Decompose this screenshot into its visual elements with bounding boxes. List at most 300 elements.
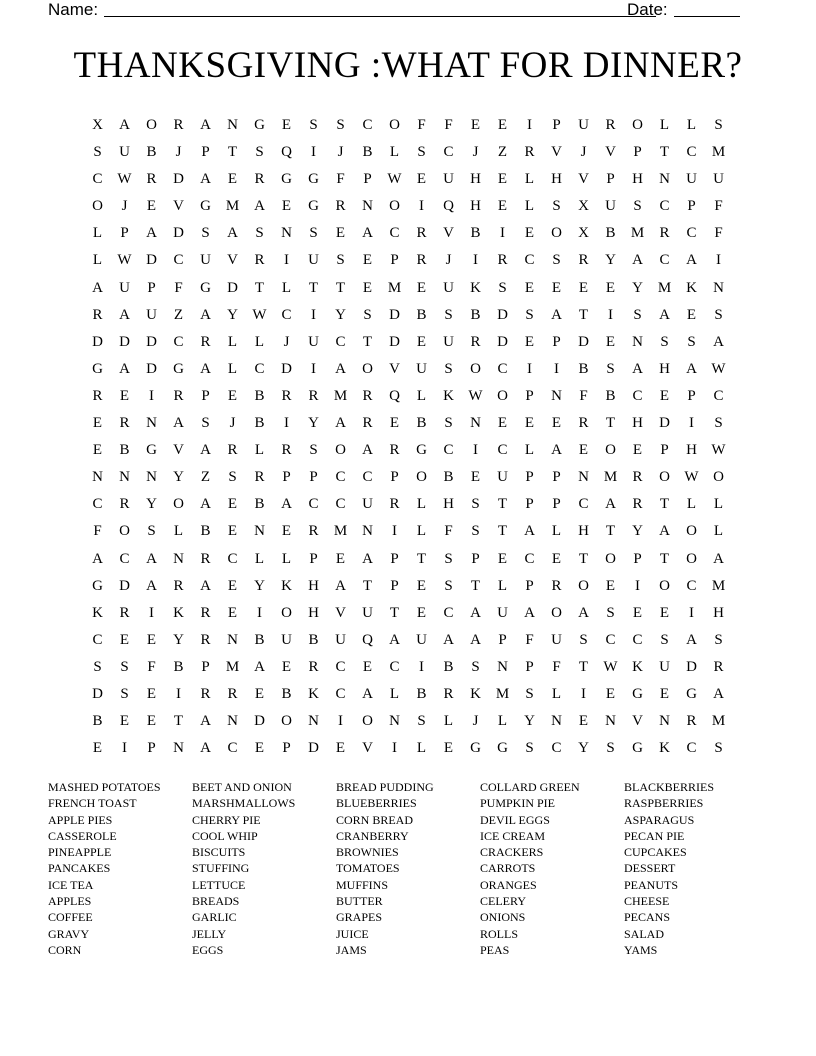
grid-letter: C: [686, 740, 697, 757]
grid-letter: E: [605, 577, 616, 594]
grid-letter: I: [122, 740, 127, 757]
grid-letter: L: [443, 713, 454, 730]
grid-letter: N: [362, 198, 373, 215]
grid-letter: N: [551, 713, 562, 730]
word-bank-column: [336, 779, 480, 958]
grid-letter: D: [173, 171, 184, 188]
grid-letter: T: [254, 279, 265, 296]
grid-letter: O: [605, 550, 616, 567]
grid-letter: D: [389, 306, 400, 323]
grid-letter: C: [389, 225, 400, 242]
grid-letter: N: [605, 713, 616, 730]
word-bank-item: DESSERT: [624, 861, 676, 876]
grid-letter: H: [308, 604, 319, 621]
grid-letter: T: [497, 523, 508, 540]
word-bank-item: YAMS: [624, 942, 658, 957]
grid-letter: L: [524, 171, 535, 188]
grid-letter: H: [551, 171, 562, 188]
grid-letter: E: [92, 740, 103, 757]
grid-letter: Z: [200, 469, 211, 486]
grid-letter: H: [470, 171, 481, 188]
grid-letter: A: [200, 713, 211, 730]
grid-letter: S: [552, 252, 561, 269]
grid-letter: A: [200, 442, 211, 459]
grid-letter: G: [686, 685, 697, 702]
word-bank-item: PANCAKES: [48, 861, 111, 876]
grid-letter: K: [470, 685, 481, 702]
grid-row: [84, 302, 732, 329]
grid-letter: P: [471, 550, 480, 567]
grid-letter: F: [444, 523, 453, 540]
grid-letter: W: [117, 171, 132, 188]
grid-letter: C: [578, 496, 589, 513]
grid-letter: P: [390, 469, 399, 486]
word-bank-item: CRACKERS: [480, 845, 544, 860]
grid-letter: R: [281, 442, 292, 459]
grid-letter: Z: [497, 144, 508, 161]
grid-letter: D: [92, 333, 103, 350]
grid-letter: I: [176, 685, 181, 702]
grid-letter: R: [632, 469, 643, 486]
grid-letter: O: [605, 442, 616, 459]
grid-letter: E: [578, 442, 589, 459]
word-bank-item: APPLES: [48, 894, 92, 909]
grid-letter: P: [525, 577, 534, 594]
grid-letter: L: [497, 577, 508, 594]
grid-letter: A: [119, 306, 130, 323]
grid-letter: T: [659, 550, 670, 567]
grid-letter: A: [551, 442, 562, 459]
word-bank-item: CHEESE: [624, 894, 670, 909]
grid-letter: M: [495, 685, 510, 702]
grid-letter: N: [497, 658, 508, 675]
grid-letter: R: [146, 171, 157, 188]
grid-letter: B: [254, 415, 265, 432]
grid-letter: S: [255, 144, 264, 161]
word-bank-item: PEANUTS: [624, 877, 679, 892]
grid-letter: S: [660, 631, 669, 648]
grid-letter: B: [254, 631, 265, 648]
grid-letter: S: [363, 306, 372, 323]
grid-letter: E: [632, 442, 643, 459]
grid-letter: E: [416, 279, 427, 296]
grid-letter: P: [552, 496, 561, 513]
grid-letter: C: [92, 171, 103, 188]
grid-letter: N: [146, 469, 157, 486]
grid-letter: A: [713, 685, 724, 702]
grid-letter: L: [416, 740, 427, 757]
grid-letter: M: [387, 279, 402, 296]
grid-row: [84, 708, 732, 735]
grid-row: [84, 356, 732, 383]
grid-letter: V: [335, 604, 346, 621]
grid-letter: P: [687, 198, 696, 215]
grid-letter: W: [711, 442, 726, 459]
grid-letter: J: [472, 144, 479, 161]
grid-letter: C: [92, 496, 103, 513]
grid-letter: P: [309, 469, 318, 486]
grid-letter: L: [551, 685, 562, 702]
grid-letter: E: [281, 658, 292, 675]
grid-letter: Y: [173, 469, 184, 486]
word-bank-item: CARROTS: [480, 861, 536, 876]
word-bank-item: EGGS: [192, 942, 224, 957]
grid-letter: I: [635, 577, 640, 594]
grid-letter: R: [200, 333, 211, 350]
grid-letter: N: [227, 117, 238, 133]
grid-letter: W: [117, 252, 132, 269]
grid-letter: E: [335, 225, 346, 242]
grid-letter: S: [660, 333, 669, 350]
grid-letter: K: [659, 740, 670, 757]
grid-letter: L: [227, 333, 238, 350]
word-bank-item: ICE CREAM: [480, 828, 546, 843]
grid-letter: S: [255, 225, 264, 242]
word-bank-item: BROWNIES: [336, 845, 399, 860]
grid-letter: R: [119, 496, 130, 513]
grid-letter: E: [335, 740, 346, 757]
grid-letter: A: [470, 631, 481, 648]
grid-letter: Q: [443, 198, 454, 215]
grid-letter: C: [524, 252, 535, 269]
word-bank-item: MUFFINS: [336, 877, 389, 892]
grid-letter: C: [524, 550, 535, 567]
grid-letter: R: [200, 685, 211, 702]
word-bank-item: COFFEE: [48, 910, 93, 925]
grid-letter: S: [336, 117, 345, 133]
grid-letter: G: [254, 117, 265, 133]
grid-letter: S: [93, 144, 102, 161]
grid-letter: H: [632, 171, 643, 188]
grid-letter: V: [362, 740, 373, 757]
grid-letter: R: [443, 685, 454, 702]
grid-letter: P: [525, 496, 534, 513]
grid-letter: R: [92, 387, 103, 404]
grid-row: [84, 329, 732, 356]
grid-letter: E: [335, 550, 346, 567]
grid-letter: C: [254, 360, 265, 377]
grid-letter: H: [578, 523, 589, 540]
grid-letter: B: [416, 306, 427, 323]
word-bank-item: ORANGES: [480, 877, 537, 892]
word-bank-item: BREADS: [192, 894, 240, 909]
grid-letter: S: [444, 550, 453, 567]
grid-letter: E: [281, 117, 292, 133]
grid-letter: N: [173, 550, 184, 567]
grid-letter: P: [552, 117, 561, 133]
grid-letter: C: [686, 225, 697, 242]
grid-letter: R: [308, 523, 319, 540]
grid-row: [84, 437, 732, 464]
grid-letter: K: [308, 685, 319, 702]
grid-letter: Y: [254, 577, 265, 594]
grid-letter: O: [389, 198, 400, 215]
grid-letter: C: [335, 685, 346, 702]
grid-letter: O: [146, 117, 157, 133]
grid-letter: S: [525, 306, 534, 323]
grid-letter: O: [335, 442, 346, 459]
grid-letter: O: [578, 577, 589, 594]
grid-letter: V: [443, 225, 454, 242]
grid-letter: H: [713, 604, 724, 621]
grid-letter: A: [335, 415, 346, 432]
grid-letter: A: [659, 306, 670, 323]
grid-letter: R: [254, 252, 265, 269]
grid-letter: S: [579, 631, 588, 648]
grid-letter: H: [308, 577, 319, 594]
grid-letter: P: [498, 631, 507, 648]
grid-letter: P: [525, 469, 534, 486]
grid-letter: C: [335, 658, 346, 675]
grid-letter: A: [146, 225, 157, 242]
grid-letter: F: [579, 387, 588, 404]
grid-letter: O: [173, 496, 184, 513]
grid-letter: R: [578, 252, 589, 269]
grid-letter: H: [632, 415, 643, 432]
grid-letter: G: [281, 171, 292, 188]
grid-letter: P: [525, 658, 534, 675]
grid-letter: E: [470, 117, 481, 133]
grid-letter: Y: [632, 523, 643, 540]
grid-letter: E: [362, 658, 373, 675]
grid-letter: I: [392, 740, 397, 757]
grid-letter: A: [146, 577, 157, 594]
grid-letter: E: [416, 577, 427, 594]
grid-letter: R: [119, 604, 130, 621]
grid-letter: S: [471, 658, 480, 675]
grid-letter: E: [686, 306, 697, 323]
grid-letter: D: [146, 360, 157, 377]
grid-letter: S: [525, 685, 534, 702]
grid-letter: O: [686, 523, 697, 540]
word-bank-item: BLUEBERRIES: [336, 796, 417, 811]
grid-letter: R: [389, 496, 400, 513]
grid-letter: E: [443, 740, 454, 757]
grid-letter: L: [416, 387, 427, 404]
grid-letter: N: [389, 713, 400, 730]
word-bank-item: CORN BREAD: [336, 812, 414, 827]
grid-letter: H: [443, 496, 454, 513]
grid-letter: J: [229, 415, 236, 432]
grid-letter: L: [389, 144, 400, 161]
word-bank-column: [480, 779, 624, 958]
grid-letter: N: [227, 631, 238, 648]
word-bank-item: CUPCAKES: [624, 845, 687, 860]
grid-letter: B: [119, 442, 130, 459]
word-bank-item: LETTUCE: [192, 877, 246, 892]
grid-letter: S: [687, 333, 696, 350]
grid-letter: S: [228, 469, 237, 486]
grid-letter: R: [524, 144, 535, 161]
grid-letter: K: [92, 604, 103, 621]
grid-letter: A: [713, 550, 724, 567]
grid-letter: T: [416, 550, 427, 567]
grid-letter: I: [473, 252, 478, 269]
grid-letter: G: [308, 171, 319, 188]
grid-letter: P: [282, 469, 291, 486]
grid-letter: I: [311, 144, 316, 161]
grid-letter: R: [551, 577, 562, 594]
grid-letter: M: [711, 144, 726, 161]
grid-letter: S: [444, 577, 453, 594]
grid-letter: V: [632, 713, 643, 730]
grid-letter: P: [633, 144, 642, 161]
grid-letter: S: [714, 306, 723, 323]
grid-letter: T: [173, 713, 184, 730]
grid-letter: O: [632, 117, 643, 133]
grid-letter: R: [416, 252, 427, 269]
grid-letter: O: [470, 360, 481, 377]
word-bank-item: JUICE: [336, 926, 369, 941]
grid-letter: A: [551, 306, 562, 323]
grid-letter: R: [119, 415, 130, 432]
grid-letter: C: [119, 550, 130, 567]
grid-letter: E: [605, 685, 616, 702]
grid-letter: L: [254, 550, 265, 567]
grid-letter: I: [338, 713, 343, 730]
grid-letter: R: [200, 631, 211, 648]
word-bank-item: BUTTER: [336, 894, 383, 909]
grid-letter: P: [687, 387, 696, 404]
grid-letter: D: [119, 577, 130, 594]
grid-letter: C: [632, 387, 643, 404]
grid-letter: J: [121, 198, 128, 215]
grid-letter: P: [120, 225, 129, 242]
grid-letter: A: [362, 225, 373, 242]
grid-letter: U: [119, 144, 130, 161]
grid-letter: U: [713, 171, 724, 188]
grid-letter: T: [227, 144, 238, 161]
grid-letter: G: [173, 360, 184, 377]
grid-row: [84, 139, 732, 166]
grid-letter: R: [227, 685, 238, 702]
grid-row: [84, 518, 732, 545]
date-blank-line: [674, 0, 740, 17]
grid-letter: I: [419, 658, 424, 675]
grid-letter: E: [227, 604, 238, 621]
grid-letter: R: [308, 658, 319, 675]
grid-letter: U: [308, 252, 319, 269]
word-bank-item: DEVIL EGGS: [480, 812, 550, 827]
grid-letter: O: [281, 713, 292, 730]
grid-letter: Y: [308, 415, 319, 432]
word-bank-item: ASPARAGUS: [624, 812, 695, 827]
grid-letter: E: [524, 333, 535, 350]
grid-letter: S: [201, 225, 210, 242]
grid-row: [84, 112, 732, 139]
grid-letter: W: [684, 469, 699, 486]
word-bank-item: RASPBERRIES: [624, 796, 704, 811]
grid-letter: S: [606, 740, 615, 757]
grid-letter: L: [227, 360, 238, 377]
grid-letter: S: [714, 740, 723, 757]
grid-letter: A: [146, 550, 157, 567]
grid-letter: I: [311, 306, 316, 323]
grid-letter: A: [254, 658, 265, 675]
word-bank-item: PUMPKIN PIE: [480, 796, 556, 811]
grid-letter: R: [497, 252, 508, 269]
grid-letter: G: [92, 577, 103, 594]
grid-letter: E: [281, 523, 292, 540]
grid-letter: A: [200, 117, 211, 133]
grid-letter: B: [605, 225, 616, 242]
grid-letter: C: [308, 496, 319, 513]
grid-letter: C: [281, 306, 292, 323]
grid-letter: O: [362, 713, 373, 730]
grid-letter: J: [472, 713, 479, 730]
grid-letter: P: [606, 171, 615, 188]
grid-letter: C: [389, 658, 400, 675]
grid-letter: D: [92, 685, 103, 702]
grid-letter: A: [470, 604, 481, 621]
grid-letter: L: [281, 550, 292, 567]
grid-letter: E: [119, 713, 130, 730]
grid-letter: L: [416, 523, 427, 540]
word-bank-item: SALAD: [624, 926, 665, 941]
grid-letter: D: [308, 740, 319, 757]
grid-letter: H: [470, 198, 481, 215]
grid-letter: I: [257, 604, 262, 621]
grid-letter: J: [445, 252, 452, 269]
grid-row: [84, 166, 732, 193]
grid-letter: R: [308, 387, 319, 404]
grid-letter: E: [92, 442, 103, 459]
grid-letter: R: [713, 658, 724, 675]
grid-letter: D: [227, 279, 238, 296]
word-bank-item: PECANS: [624, 910, 671, 925]
grid-letter: E: [497, 550, 508, 567]
grid-letter: A: [686, 252, 697, 269]
grid-letter: O: [659, 469, 670, 486]
word-bank-item: ICE TEA: [48, 877, 94, 892]
grid-letter: C: [227, 740, 238, 757]
grid-letter: S: [309, 225, 318, 242]
grid-letter: A: [389, 631, 400, 648]
grid-letter: T: [605, 523, 616, 540]
grid-row: [84, 573, 732, 600]
grid-letter: L: [92, 252, 103, 269]
grid-letter: T: [497, 496, 508, 513]
grid-letter: I: [689, 604, 694, 621]
grid-letter: U: [362, 496, 373, 513]
word-bank-item: JELLY: [192, 926, 227, 941]
grid-letter: A: [578, 604, 589, 621]
grid-letter: M: [603, 469, 618, 486]
grid-letter: L: [659, 117, 670, 133]
grid-letter: R: [362, 387, 373, 404]
grid-letter: T: [578, 550, 589, 567]
grid-letter: Z: [173, 306, 184, 323]
grid-letter: E: [605, 279, 616, 296]
grid-letter: B: [416, 685, 427, 702]
grid-letter: L: [497, 713, 508, 730]
grid-letter: P: [282, 740, 291, 757]
word-bank-item: TOMATOES: [336, 861, 400, 876]
grid-letter: C: [551, 740, 562, 757]
grid-letter: C: [362, 117, 373, 133]
grid-letter: R: [200, 550, 211, 567]
grid-letter: H: [686, 442, 697, 459]
grid-letter: S: [309, 117, 318, 133]
grid-letter: E: [227, 171, 238, 188]
grid-letter: A: [632, 360, 643, 377]
grid-letter: C: [443, 144, 454, 161]
grid-letter: A: [119, 117, 130, 133]
grid-letter: Y: [335, 306, 346, 323]
grid-letter: N: [551, 387, 562, 404]
grid-letter: L: [713, 496, 724, 513]
grid-letter: D: [497, 306, 508, 323]
